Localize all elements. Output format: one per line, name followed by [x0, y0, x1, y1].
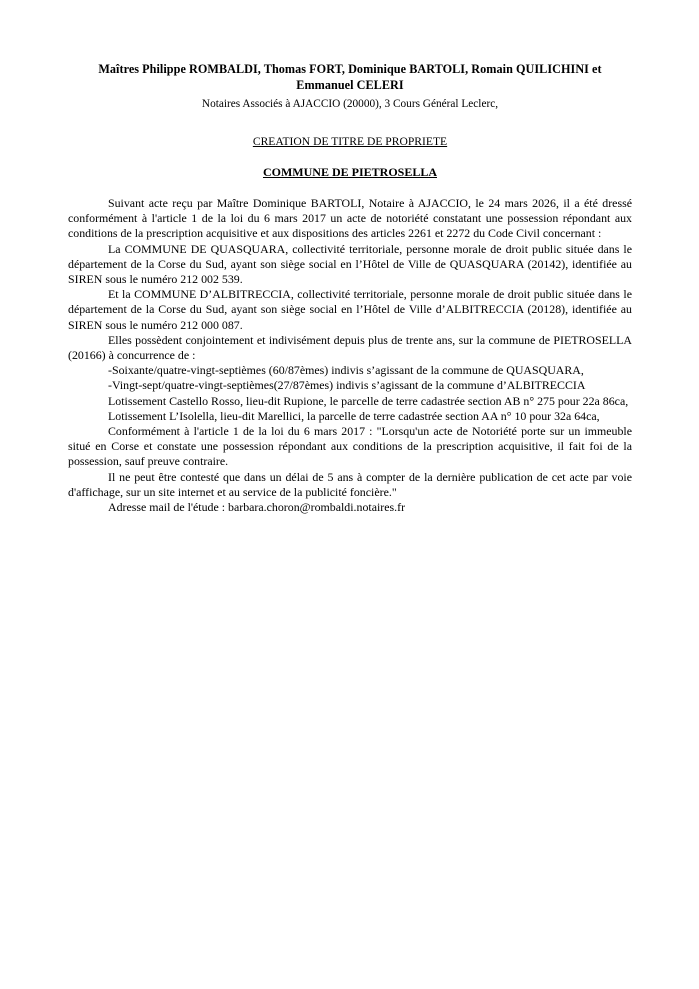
paragraph-law-quote: Conformément à l'article 1 de la loi du 6 mars 2017 : "Lorsqu'un acte de Notoriété porte sur un immeuble situé en Corse et constate une possession répondant aux conditions de la prescription acquisitive, il fait foi de la possession, sauf preuve contraire. — [68, 424, 632, 469]
share-line-albitreccia: -Vingt-sept/quatre-vingt-septièmes(27/87èmes) indivis s’agissant de la commune d’ALBITRECCIA — [108, 378, 586, 393]
parcel-castello-rosso: Lotissement Castello Rosso, lieu-dit Rupione, le parcelle de terre cadastrée section AB n° 275 pour 22a 86ca, — [108, 393, 629, 408]
firm-partner-names: Maîtres Philippe ROMBALDI, Thomas FORT, Dominique BARTOLI, Romain QUILICHINI et Emmanuel CELERI — [98, 62, 602, 92]
parcel-isolella: Lotissement L’Isolella, lieu-dit Marellici, la parcelle de terre cadastrée section AA n° 10 pour 32a 64ca, — [108, 408, 600, 423]
paragraph-possession: Elles possèdent conjointement et indivisément depuis plus de trente ans, sur la commune de PIETROSELLA (20166) à concurrence de : — [68, 332, 632, 363]
document-body — [68, 196, 632, 515]
paragraph-email: Adresse mail de l'étude : barbara.choron@rombaldi.notaires.fr — [108, 500, 406, 515]
commune-subtitle: COMMUNE DE PIETROSELLA — [262, 165, 438, 179]
page-title: CREATION DE TITRE DE PROPRIETE — [252, 135, 448, 148]
letterhead — [68, 62, 632, 112]
paragraph-contest-period: Il ne peut être contesté que dans un délai de 5 ans à compter de la dernière publication de cet acte par voie d'affichage, sur un site internet et au service de la publicité foncière." — [68, 469, 632, 499]
firm-address: Notaires Associés à AJACCIO (20000), 3 Cours Général Leclerc, — [201, 98, 499, 110]
paragraph-commune-albitreccia: Et la COMMUNE D’ALBITRECCIA, collectivité territoriale, personne morale de droit public située dans le département de la Corse du Sud, ayant son siège social en l’Hôtel de Ville d’ALBITRECCIA (20128), identifiée au SIREN sous le numéro 212 000 087. — [68, 287, 632, 332]
share-line-quasquara: -Soixante/quatre-vingt-septièmes (60/87èmes) indivis s’agissant de la commune de QUASQUARA, — [108, 363, 584, 378]
paragraph-intro: Suivant acte reçu par Maître Dominique BARTOLI, Notaire à AJACCIO, le 24 mars 2026, il a été dressé conformément à l'article 1 de la loi du 6 mars 2017 un acte de notoriété constatant une possession répondant aux conditions de la prescription acquisitive et aux dispositions des articles 2261 et 2272 du Code Civil concernant : — [68, 196, 632, 241]
paragraph-commune-quasquara: La COMMUNE DE QUASQUARA, collectivité territoriale, personne morale de droit public située dans le département de la Corse du Sud, ayant son siège social en l’Hôtel de Ville de QUASQUARA (20142), identifiée au SIREN sous le numéro 212 002 539. — [68, 241, 632, 287]
